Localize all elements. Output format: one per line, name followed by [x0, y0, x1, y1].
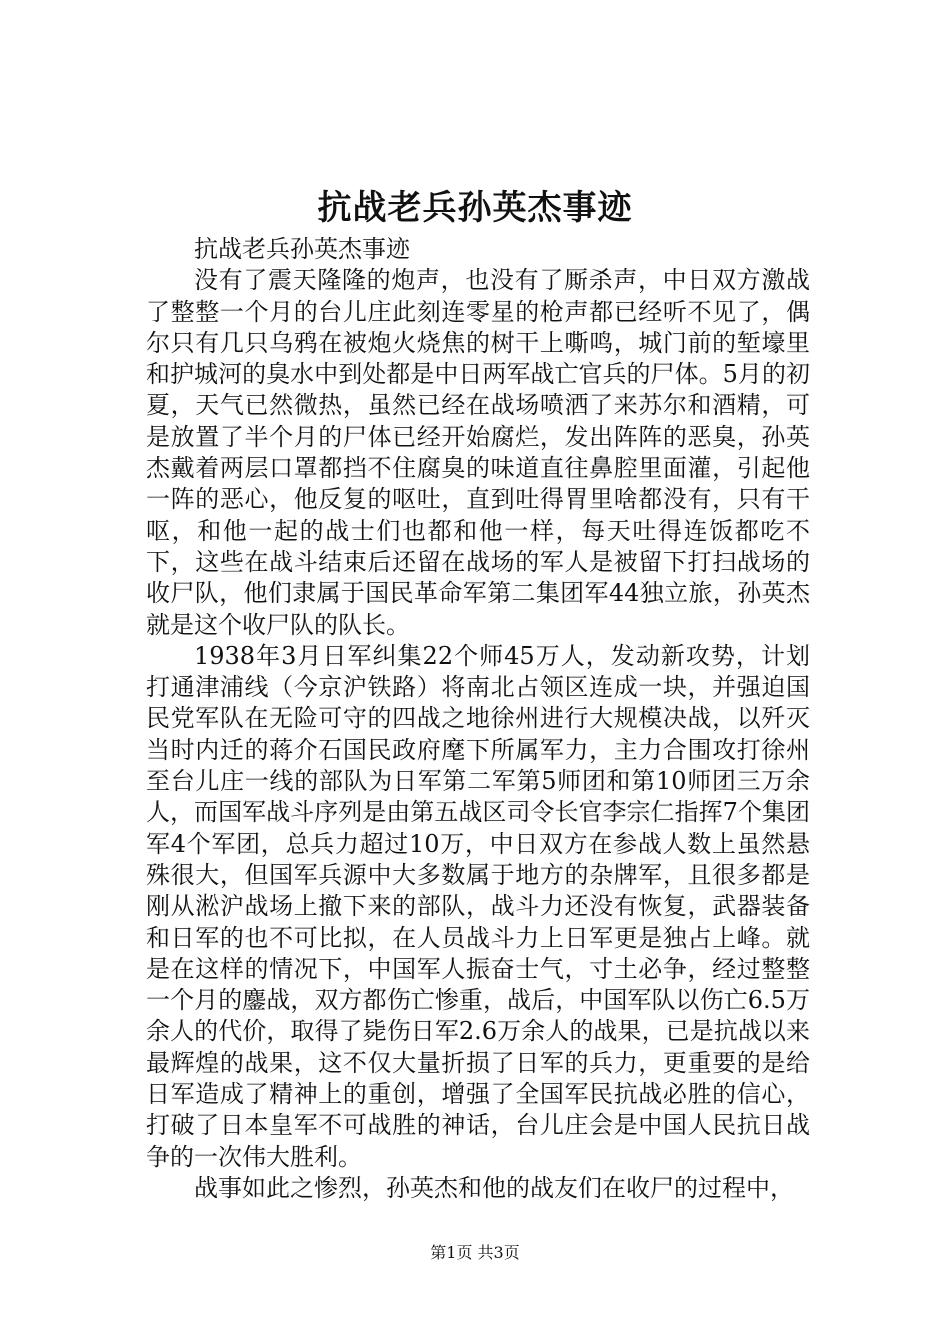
page-footer: 第1页 共3页 — [430, 1243, 520, 1262]
paragraph: 战事如此之惨烈，孙英杰和他的战友们在收尸的过程中， — [194, 1173, 794, 1202]
paragraph: 没有了震天隆隆的炮声，也没有了厮杀声，中日双方激战了整整一个月的台儿庄此刻连零星的枪声都已经听不见了，偶尔只有几只乌鸦在被炮火烧焦的树干上嘶鸣，城门前的堑壕里和护城河的臭水中到处都是中日两军战亡官兵的尸体。5月的初夏，天气已然微热，虽然已经在战场喷洒了来苏尔和酒精，可是放置了半个月的尸体已经开始腐烂，发出阵阵的恶臭，孙英杰戴着两层口罩都挡不住腐臭的味道直往鼻腔里面灌，引起他一阵的恶心，他反复的呕吐，直到吐得胃里啥都没有，只有干呕，和他一起的战士们也都和他一样，每天吐得连饭都吃不下，这些在战斗结束后还留在战场的军人是被留下打扫战场的收尸队，他们隶属于国民革命军第二集团军44独立旅，孙英杰就是这个收尸队的队长。 — [146, 266, 810, 639]
paragraph: 1938年3月日军纠集22个师45万人，发动新攻势，计划打通津浦线（今京沪铁路）将南北占领区连成一块，并强迫国民党军队在无险可守的四战之地徐州进行大规模决战，以歼灭当时内迁的蒋介石国民政府麾下所属军力，主力合围攻打徐州至台儿庄一线的部队为日军第二军第5师团和第10师团三万余人，而国军战斗序列是由第五战区司令长官李宗仁指挥7个集团军4个军团，总兵力超过10万，中日双方在参战人数上虽然悬殊很大，但国军兵源中大多数属于地方的杂牌军，且很多都是刚从淞沪战场上撤下来的部队，战斗力还没有恢复，武器装备和日军的也不可比拟，在人员战斗力上日军更是独占上峰。就是在这样的情况下，中国军人振奋士气，寸土必争，经过整整一个月的鏖战，双方都伤亡惨重，战后，中国军队以伤亡6.5万余人的代价，取得了毙伤日军2.6万余人的战果，已是抗战以来最辉煌的战果，这不仅大量折损了日军的兵力，更重要的是给日军造成了精神上的重创，增强了全国军民抗战必胜的信心，打破了日本皇军不可战胜的神话，台儿庄会是中国人民抗日战争的一次伟大胜利。 — [146, 641, 810, 1171]
document-title: 抗战老兵孙英杰事迹 — [317, 188, 633, 228]
document-body — [146, 234, 810, 1204]
paragraph-subtitle: 抗战老兵孙英杰事迹 — [194, 235, 410, 263]
